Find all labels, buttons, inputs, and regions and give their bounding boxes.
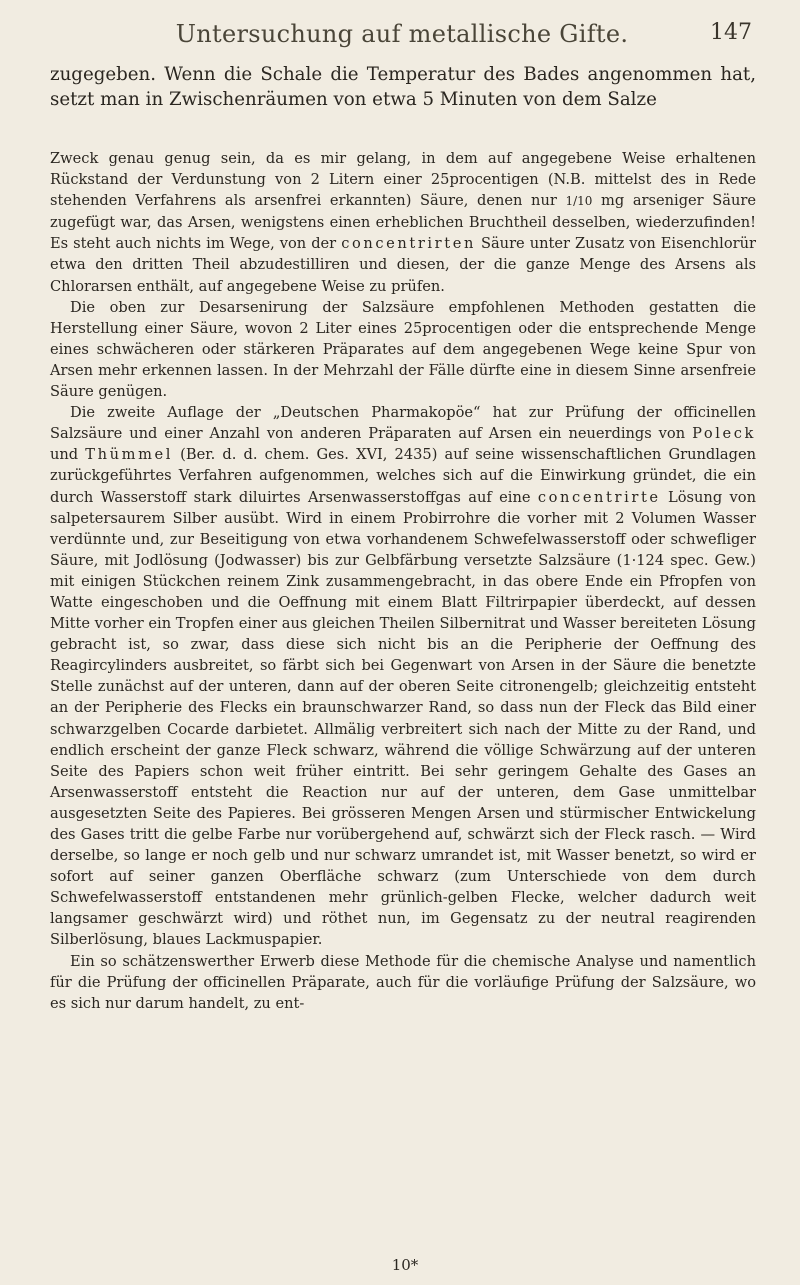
fraction: 1/10 [565,194,593,209]
footnote-paragraph-1 [50,148,756,297]
text-run: mg arseniger Säure zugefügt war, das Arsen, wenigstens einen erheblichen Bruchtheil desselben, wiederzufinden! Es steht auch nichts im Wege, von der [50,192,756,253]
page-number: 147 [710,20,752,45]
text-run: Säure unter Zusatz von Eisenchlorür etwa den dritten Theil abzudestilliren und diesen, der die ganze Menge des Arsens als Chlorarsen enthält, auf angegebene Weise zu prüfen. [50,235,756,295]
footnote-paragraph-3 [50,402,756,950]
page-header [52,20,752,48]
text-run: und [50,446,86,464]
text-run: Die zweite Auflage der „Deutschen Pharmakopöe“ hat zur Prüfung der officinellen Salzsäure und einer Anzahl von anderen Präparaten auf Arsen ein neuerdings von [50,404,756,443]
text-run: Zweck genau genug sein, da es mir gelang, in dem auf angegebene Weise erhaltenen Rückstand der Verdunstung von 2 Litern einer 25procentigen (N.B. mittelst des in Rede stehenden Verfahrens als arsenfrei erkannten) Säure, denen nur [50,150,756,210]
author-name: Thümmel [85,446,174,464]
footnote-paragraph-2: Die oben zur Desarsenirung der Salzsäure empfohlenen Methoden gestatten die Herstellung einer Säure, wovon 2 Liter eines 25procentigen oder die entsprechende Menge eines schwächeren oder stärkeren Präparates auf dem angegebenen Wege keine Spur von Arsen mehr erkennen lassen. In der Mehrzahl der Fälle dürfte eine in diesem Sinne arsenfreie Säure genügen. [50,298,756,401]
text-run: Lösung von salpetersaurem Silber ausübt. Wird in einem Probirrohre die vorher mit 2 Volumen Wasser verdünnte und, zur Beseitigung von etwa vorhandenem Schwefelwasserstoff oder schwefliger Säure, mit Jodlösung (Jodwasser) bis zur Gelbfärbung versetzte Salzsäure (1·124 spec. Gew.) mit einigen Stückchen reinem Zink zusammengebracht, in das obere Ende ein Pfropfen von Watte eingeschoben und die Oeffnung mit einem Blatt Filtrirpapier überdeckt, auf dessen Mitte vorher ein Tropfen einer aus gleichen Theilen Silbernitrat und Wasser bereiteten Lösung gebracht ist, so zwar, dass diese sich nicht bis an die Peripherie der Oeffnung des Reagircylinders ausbreitet, so färbt sich bei Gegenwart von Arsen in der Säure die benetzte Stelle zunächst auf der unteren, dann auf der oberen Seite citronengelb; gleichzeitig entsteht an der Peripherie des Flecks ein braunschwarzer Rand, so dass nun der Fleck das Bild einer schwarzgelben Cocarde darbietet. Allmälig verbreitert sich nach der Mitte zu der Rand, und endlich erscheint der ganze Fleck schwarz, während die völlige Schwärzung auf der unteren Seite des Papiers schon weit früher eintritt. Bei sehr geringem Gehalte des Gases an Arsenwasserstoff entsteht die Reaction nur auf der unteren, dem Gase unmittelbar ausgesetzten Seite des Papieres. Bei grösseren Mengen Arsen und stürmischer Entwickelung des Gases tritt die gelbe Farbe nur vorübergehend auf, schwärzt sich der Fleck rasch. — Wird derselbe, so lange er noch gelb und nur schwarz umrandet ist, mit Wasser benetzt, so wird er sofort auf seiner ganzen Oberfläche schwarz (zum Unterschiede von dem durch Schwefelwasserstoff entstandenen mehr grünlich-gelben Flecke, welcher dadurch weit langsamer geschwärzt wird) und röthet nun, im Gegensatz zu der neutral reagirenden Silberlösung, blaues Lackmuspapier. [50,488,756,949]
emphasized-word: concentrirten [341,235,476,253]
running-title: Untersuchung auf metallische Gifte. [175,20,629,48]
signature-mark: 10* [391,1256,419,1274]
footnote-paragraph-4: Ein so schätzenswerther Erwerb diese Methode für die chemische Analyse und namentlich für die Prüfung der officinellen Präparate, auch für die vorläufige Prüfung der Salzsäure, wo es sich nur darum handelt, zu ent- [50,952,756,1012]
footnote [50,148,756,1014]
main-text-paragraph: zugegeben. Wenn die Schale die Temperatur des Bades angenommen hat, setzt man in Zwischenräumen von etwa 5 Minuten von dem Salze [50,64,756,110]
emphasized-word: concentrirte [537,488,661,506]
author-name: Poleck [692,425,756,443]
text-run: (Ber. d. d. chem. Ges. XVI, 2435) auf seine wissenschaftlichen Grundlagen zurückgeführtes Verfahren aufgenommen, welches sich auf die Einwirkung gründet, die ein durch Wasserstoff stark diluirtes Arsenwasserstoffgas auf eine [50,446,756,506]
